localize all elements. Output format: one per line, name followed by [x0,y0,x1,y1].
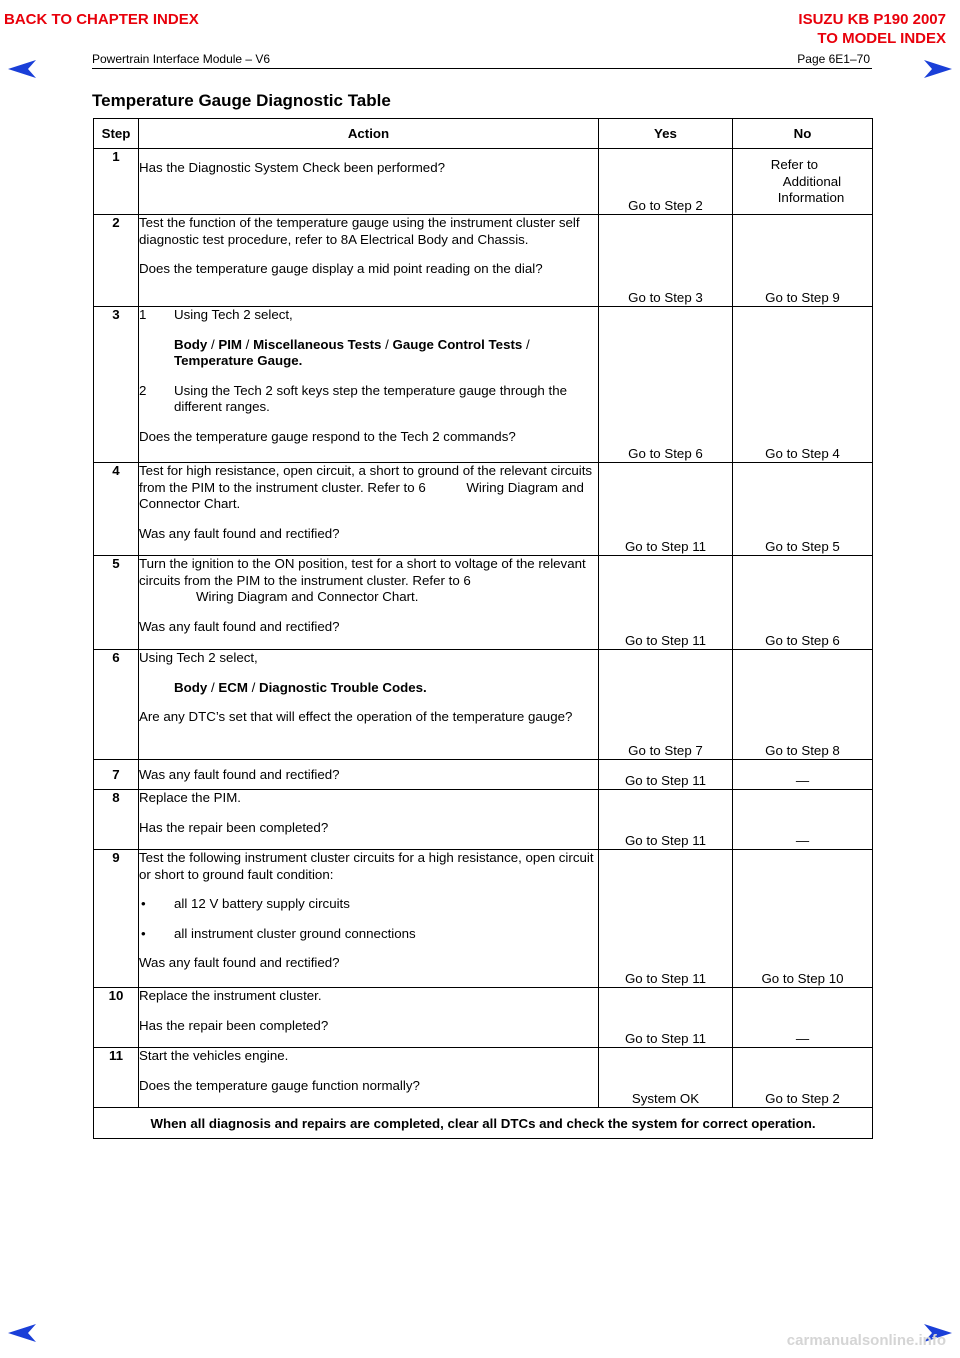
item-text: Using the Tech 2 soft keys step the temperature gauge through the different ranges. [174,382,567,414]
action-question: Was any fault found and rectified? [139,955,340,970]
tech2-menu-path: Body / PIM / Miscellaneous Tests / Gauge Control Tests / Temperature Gauge. [174,336,530,368]
yes-cell: Go to Step 11 [599,760,733,790]
action-cell [139,988,599,1048]
action-cell [139,650,599,760]
step-number: 9 [94,850,139,988]
item-text: Using Tech 2 select, [174,307,293,322]
yes-cell: Go to Step 11 [599,463,733,556]
action-question: Was any fault found and rectified? [139,618,340,634]
action-question: Are any DTC’s set that will effect the operation of the temperature gauge? [139,709,573,724]
action-text: Test the following instrument cluster circuits for a high resistance, open circuit or short to ground fault condition: [139,850,594,882]
action-question: Has the repair been completed? [139,819,329,835]
table-row [94,760,873,790]
list-item-text: all instrument cluster ground connections [174,925,416,941]
action-text: Turn the ignition to the ON position, test for a short to voltage of the relevant circuits from the PIM to the instrument cluster. Refer to 6 [139,556,586,588]
no-cell: Go to Step 9 [733,215,873,307]
yes-cell: Go to Step 3 [599,215,733,307]
action-text: Using Tech 2 select, [139,650,258,665]
running-header-page-number: Page 6E1–70 [797,52,870,66]
step-number: 5 [94,556,139,650]
no-cell: Go to Step 8 [733,650,873,760]
table-row [94,988,873,1048]
no-cell: Go to Step 4 [733,307,873,463]
no-cell: Go to Step 10 [733,850,873,988]
action-question: Was any fault found and rectified? [139,525,340,541]
item-number: 2 [139,382,147,398]
table-row [94,790,873,850]
bullet-icon: • [141,925,146,941]
action-cell [139,760,599,790]
previous-page-arrow-icon-bottom[interactable] [8,1324,36,1342]
table-row [94,1048,873,1108]
action-cell [139,149,599,215]
no-cell: Go to Step 6 [733,556,873,650]
item-number: 1 [139,307,147,322]
action-text: Test for high resistance, open circuit, a short to ground of the relevant circuits from the PIM to the instrument cluster. Refer to 6 Wiring Diagram and Connector Chart. [139,463,596,511]
step-number: 11 [94,1048,139,1108]
table-row [94,215,873,307]
no-cell: Go to Step 2 [733,1048,873,1108]
no-refer-line2: Additional [782,173,842,189]
no-cell: — [733,988,873,1048]
action-question: Has the Diagnostic System Check been performed? [139,160,445,175]
list-item-text: all 12 V battery supply circuits [174,896,350,911]
table-row [94,149,873,215]
no-refer-line3: Information [777,190,845,205]
action-cell [139,1048,599,1108]
step-number: 6 [94,650,139,760]
action-cell [139,463,599,556]
running-header-section: Powertrain Interface Module – V6 [92,52,271,66]
list-item [139,896,598,913]
table-footer-note: When all diagnosis and repairs are completed, clear all DTCs and check the system for correct operation. [94,1108,873,1139]
action-cell [139,556,599,650]
bullet-icon: • [141,896,146,911]
table-row [94,463,873,556]
list-item [139,926,598,943]
next-page-arrow-icon[interactable] [924,60,952,78]
no-cell: Go to Step 5 [733,463,873,556]
table-row [94,850,873,988]
watermark: carmanualsonline.info [786,1332,946,1349]
no-refer-line1: Refer to [770,157,819,172]
step-number: 10 [94,988,139,1048]
step-number: 2 [94,215,139,307]
step-number: 1 [94,149,139,215]
no-cell [733,149,873,215]
column-header-action: Action [139,119,599,149]
no-cell: — [733,760,873,790]
action-question: Does the temperature gauge display a mid point reading on the dial? [139,261,543,276]
action-question: Does the temperature gauge respond to the Tech 2 commands? [139,428,516,444]
action-cell [139,215,599,307]
yes-cell: Go to Step 2 [599,149,733,215]
action-question: Has the repair been completed? [139,1017,329,1033]
column-header-no: No [733,119,873,149]
header-rule [92,68,872,69]
yes-cell: Go to Step 7 [599,650,733,760]
step-number: 8 [94,790,139,850]
step-number: 3 [94,307,139,463]
to-model-index-link[interactable]: TO MODEL INDEX [817,30,946,47]
back-to-chapter-index-link[interactable]: BACK TO CHAPTER INDEX [4,11,199,28]
no-cell: — [733,790,873,850]
column-header-yes: Yes [599,119,733,149]
action-text: Replace the instrument cluster. [139,988,322,1003]
yes-cell: Go to Step 6 [599,307,733,463]
action-text: Test the function of the temperature gauge using the instrument cluster self diagnostic test procedure, refer to 8A Electrical Body and Chassis. [139,215,580,247]
previous-page-arrow-icon[interactable] [8,60,36,78]
page-title: Temperature Gauge Diagnostic Table [92,91,391,110]
column-header-step: Step [94,119,139,149]
action-cell [139,307,599,463]
table-row [94,556,873,650]
yes-cell: System OK [599,1048,733,1108]
action-question: Does the temperature gauge function normally? [139,1077,420,1093]
model-index-title-link[interactable]: ISUZU KB P190 2007 [798,11,946,28]
step-number: 4 [94,463,139,556]
yes-cell: Go to Step 11 [599,790,733,850]
table-header-row [94,119,873,149]
action-text-continued: Wiring Diagram and Connector Chart. [196,589,419,604]
action-cell [139,850,599,988]
yes-cell: Go to Step 11 [599,988,733,1048]
action-text: Replace the PIM. [139,790,241,805]
tech2-menu-path: Body / ECM / Diagnostic Trouble Codes. [174,679,427,695]
action-cell [139,790,599,850]
step-number: 7 [94,760,139,790]
table-footer-row [94,1108,873,1139]
action-question: Was any fault found and rectified? [139,767,340,782]
table-row [94,650,873,760]
diagnostic-table [93,118,873,1139]
yes-cell: Go to Step 11 [599,556,733,650]
action-text: Start the vehicles engine. [139,1048,289,1063]
table-row [94,307,873,463]
yes-cell: Go to Step 11 [599,850,733,988]
